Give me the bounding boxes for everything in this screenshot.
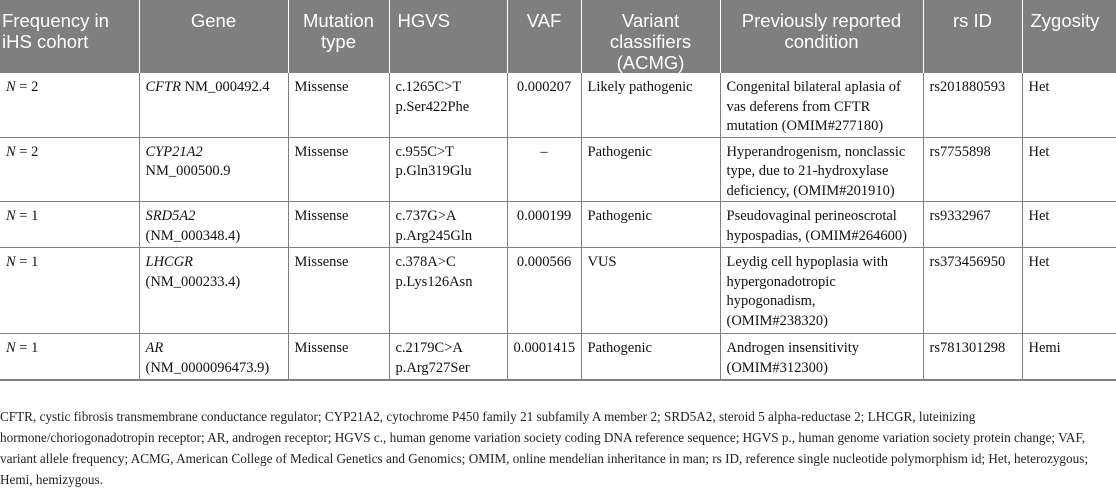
condition-cell: Leydig cell hypoplasia with hypergonadotropic hypogonadism, (OMIM#238320) (720, 248, 923, 334)
condition-cell: Pseudovaginal perineoscrotal hypospadias, (OMIM#264600) (720, 202, 923, 248)
mutation-type-cell: Missense (288, 248, 389, 334)
condition-cell: Androgen insensitivity (OMIM#312300) (720, 334, 923, 380)
mutation-type-cell: Missense (288, 137, 389, 202)
header-mutation-type: Mutation type (288, 0, 389, 73)
vaf-cell: 0.0001415 (507, 334, 581, 380)
gene-ref: NM_000492.4 (180, 79, 270, 95)
rsid-cell: rs7755898 (923, 137, 1022, 202)
hgvs-cell (389, 248, 507, 334)
frequency-value: = 1 (15, 254, 39, 270)
frequency-value: = 1 (15, 208, 39, 224)
mutation-type-cell: Missense (288, 73, 389, 137)
hgvs-cell (389, 202, 507, 248)
header-zygosity: Zygosity (1022, 0, 1116, 73)
gene-cell (139, 334, 288, 380)
hgvs-p: p.Ser422Phe (395, 98, 470, 115)
gene-symbol: AR (145, 340, 164, 356)
classifier-cell: Likely pathogenic (581, 73, 720, 137)
hgvs-p: p.Lys126Asn (395, 273, 473, 290)
hgvs-p: p.Gln319Glu (395, 163, 472, 179)
vaf-cell: – (507, 137, 581, 202)
table-row (0, 334, 1116, 380)
vaf-cell: 0.000199 (507, 202, 581, 248)
header-gene: Gene (139, 0, 288, 73)
gene-ref: (NM_000233.4) (145, 273, 241, 290)
frequency-n: N (6, 143, 16, 160)
condition-cell: Congenital bilateral aplasia of vas deferens from CFTR mutation (OMIM#277180) (720, 73, 923, 137)
frequency-cell (0, 137, 139, 202)
table-row (0, 73, 1116, 137)
gene-ref: (NM_000348.4) (145, 227, 241, 244)
classifier-cell: Pathogenic (581, 202, 720, 248)
frequency-value: = 1 (15, 340, 39, 356)
zygosity-cell: Hemi (1022, 334, 1116, 380)
hgvs-c: c.2179C>A (395, 340, 463, 356)
gene-cell (139, 202, 288, 248)
zygosity-cell: Het (1022, 202, 1116, 248)
header-condition: Previously reported condition (720, 0, 923, 73)
mutation-type-cell: Missense (288, 202, 389, 248)
gene-ref: NM_000500.9 (145, 163, 231, 179)
hgvs-c: c.378A>C (395, 254, 456, 270)
hgvs-c: c.737G>A (395, 208, 457, 224)
header-vaf: VAF (507, 0, 581, 73)
table-footnote: CFTR, cystic fibrosis transmembrane conductance regulator; CYP21A2, cytochrome P450 family 21 subfamily A member 2; SRD5A2, steroid 5 alpha-reductase 2; LHCGR, luteinizing hormone/choriogonadotropin receptor; AR, androgen receptor; HGVS c., human genome variation society coding DNA reference sequence; HGVS p., human genome variation society protein change; VAF, variant allele frequency; ACMG, American College of Medical Genetics and Genomics; OMIM, online mendelian inheritance in man; rs ID, reference single nucleotide polymorphism id; Het, heterozygous; Hemi, hemizygous. (0, 409, 1089, 487)
zygosity-cell: Het (1022, 73, 1116, 137)
zygosity-cell: Het (1022, 248, 1116, 334)
header-frequency: Frequency in iHS cohort (0, 0, 139, 73)
gene-symbol: CYP21A2 (145, 143, 203, 160)
frequency-n: N (6, 254, 16, 270)
classifier-cell: VUS (581, 248, 720, 334)
hgvs-cell (389, 137, 507, 202)
gene-symbol: SRD5A2 (145, 208, 196, 224)
frequency-n: N (6, 208, 16, 224)
gene-ref: (NM_0000096473.9) (145, 359, 270, 376)
table-row (0, 137, 1116, 202)
rsid-cell: rs9332967 (923, 202, 1022, 248)
gene-cell (139, 137, 288, 202)
hgvs-p: p.Arg245Gln (395, 227, 473, 244)
rsid-cell: rs781301298 (923, 334, 1022, 380)
hgvs-c: c.955C>T (395, 143, 455, 160)
gene-symbol: CFTR (145, 79, 181, 95)
header-row (0, 0, 1116, 73)
table-row (0, 202, 1116, 248)
zygosity-cell: Het (1022, 137, 1116, 202)
frequency-value: = 2 (15, 143, 39, 160)
frequency-value: = 2 (15, 79, 39, 95)
vaf-cell: 0.000566 (507, 248, 581, 334)
header-hgvs: HGVS (389, 0, 507, 73)
frequency-n: N (6, 340, 16, 356)
classifier-cell: Pathogenic (581, 137, 720, 202)
hgvs-c: c.1265C>T (395, 79, 462, 95)
frequency-cell (0, 202, 139, 248)
vaf-cell: 0.000207 (507, 73, 581, 137)
table-row (0, 248, 1116, 334)
hgvs-cell (389, 334, 507, 380)
classifier-cell: Pathogenic (581, 334, 720, 380)
frequency-cell (0, 73, 139, 137)
frequency-cell (0, 248, 139, 334)
gene-cell (139, 248, 288, 334)
header-classifier: Variant classifiers (ACMG) (581, 0, 720, 73)
mutation-type-cell: Missense (288, 334, 389, 380)
frequency-cell (0, 334, 139, 380)
rsid-cell: rs201880593 (923, 73, 1022, 137)
frequency-n: N (6, 79, 16, 95)
gene-symbol: LHCGR (145, 254, 194, 270)
rsid-cell: rs373456950 (923, 248, 1022, 334)
hgvs-cell (389, 73, 507, 137)
hgvs-p: p.Arg727Ser (395, 359, 470, 376)
gene-cell (139, 73, 288, 137)
condition-cell: Hyperandrogenism, nonclassic type, due to 21-hydroxylase deficiency, (OMIM#201910) (720, 137, 923, 202)
header-rsid: rs ID (923, 0, 1022, 73)
